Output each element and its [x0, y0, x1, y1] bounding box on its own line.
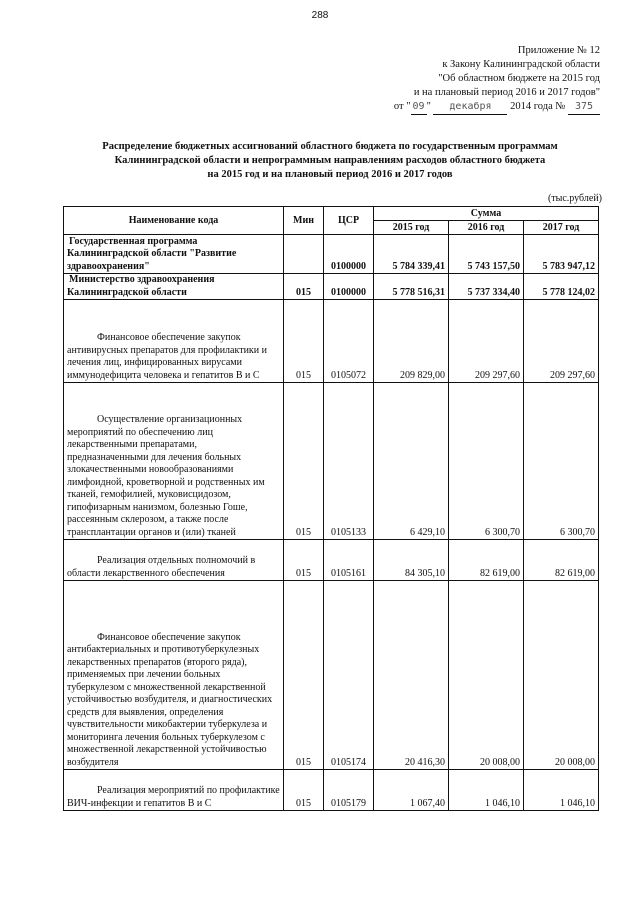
row-2016: 20 008,00	[449, 581, 524, 770]
annex-date-year: 2014 года №	[510, 101, 566, 112]
row-name	[64, 581, 284, 770]
budget-table	[63, 206, 599, 811]
row-2015: 1 067,40	[374, 770, 449, 811]
row-2015: 84 305,10	[374, 540, 449, 581]
header-2017: 2017 год	[524, 221, 599, 235]
row-name: Министерство здравоохранения Калининградской области	[64, 274, 284, 300]
header-min: Мин	[284, 207, 324, 235]
row-name-text: Реализация мероприятий по профилактике ВИЧ-инфекции и гепатитов В и С	[67, 785, 280, 809]
row-csr: 0100000	[324, 235, 374, 274]
row-name	[64, 383, 284, 540]
row-2017: 209 297,60	[524, 300, 599, 383]
row-2016: 82 619,00	[449, 540, 524, 581]
row-2015: 209 829,00	[374, 300, 449, 383]
row-csr: 0105133	[324, 383, 374, 540]
row-min: 015	[284, 770, 324, 811]
row-min: 015	[284, 540, 324, 581]
row-name-text: Реализация отдельных полномочий в области лекарственного обеспечения	[67, 555, 256, 579]
row-name-text: Финансовое обеспечение закупок антибактериальных и противотуберкулезных лекарственных препаратов (второго ряда), применяемых при лечении больных туберкулезом с множественной лекарственной устойчивостью возбудителя, и диагностических средств для выявления, определения чувствительности микобактерии туберкулеза и мониторинга лечения больных туберкулезом с множественной лекарственной устойчивостью возбудителя	[67, 631, 273, 768]
row-2016: 5 743 157,50	[449, 235, 524, 274]
header-sum: Сумма	[374, 207, 599, 221]
annex-date-day: 09	[411, 100, 427, 115]
row-2015: 20 416,30	[374, 581, 449, 770]
row-name	[64, 300, 284, 383]
header-2015: 2015 год	[374, 221, 449, 235]
row-name: Государственная программа Калининградской области "Развитие здравоохранения"	[64, 235, 284, 274]
row-2015: 6 429,10	[374, 383, 449, 540]
annex-date-prefix: от "	[393, 101, 411, 112]
title-line-1: Распределение бюджетных ассигнований областного бюджета по государственным программам	[102, 141, 558, 152]
row-2017: 5 778 124,02	[524, 274, 599, 300]
row-min: 015	[284, 274, 324, 300]
unit-note: (тыс.рублей)	[547, 193, 602, 204]
annex-line-4: и на плановый период 2016 и 2017 годов"	[413, 87, 600, 98]
row-2015: 5 784 339,41	[374, 235, 449, 274]
row-2016: 6 300,70	[449, 383, 524, 540]
table-row	[64, 581, 599, 770]
row-min	[284, 235, 324, 274]
row-name-text: Осуществление организационных мероприятий по обеспечению лиц лекарственными препаратами, предназначенными для лечения больных злокачественными новообразованиями лимфоидной, кроветворной и родственных им тканей, гемофилией, муковисцидозом, гипофизарным нанизмом, болезнью Гоше, рассеянным склерозом, а также после трансплантации органов и (или) тканей	[67, 414, 265, 538]
annex-header	[240, 44, 600, 115]
page-number: 288	[311, 10, 329, 21]
title-line-2: Калининградской области и непрограммным направлениям расходов областного бюджета	[114, 155, 546, 166]
row-min: 015	[284, 581, 324, 770]
header-name: Наименование кода	[64, 207, 284, 235]
row-2017: 1 046,10	[524, 770, 599, 811]
annex-line-3: "Об областном бюджете на 2015 год	[438, 73, 600, 84]
row-csr: 0105174	[324, 581, 374, 770]
row-2017: 20 008,00	[524, 581, 599, 770]
row-2016: 209 297,60	[449, 300, 524, 383]
title-line-3: на 2015 год и на плановый период 2016 и 2017 годов	[207, 169, 453, 180]
row-2015: 5 778 516,31	[374, 274, 449, 300]
row-2017: 82 619,00	[524, 540, 599, 581]
row-name-text: Финансовое обеспечение закупок антивирусных препаратов для профилактики и лечения лиц, инфицированных вирусами иммунодефицита человека и гепатитов В и С	[67, 332, 267, 381]
row-csr: 0105161	[324, 540, 374, 581]
annex-law-number: 375	[568, 100, 600, 115]
annex-date-mid: "	[426, 101, 431, 112]
table-row	[64, 770, 599, 811]
table-row	[64, 274, 599, 300]
row-2016: 1 046,10	[449, 770, 524, 811]
table-row	[64, 540, 599, 581]
row-csr: 0100000	[324, 274, 374, 300]
row-min: 015	[284, 383, 324, 540]
row-2016: 5 737 334,40	[449, 274, 524, 300]
row-min: 015	[284, 300, 324, 383]
header-2016: 2016 год	[449, 221, 524, 235]
row-csr: 0105072	[324, 300, 374, 383]
table-row	[64, 383, 599, 540]
header-csr: ЦСР	[324, 207, 374, 235]
annex-date-month: декабря	[433, 100, 507, 115]
annex-line-2: к Закону Калининградской области	[442, 59, 600, 70]
table-row	[64, 300, 599, 383]
annex-line-1: Приложение № 12	[517, 45, 600, 56]
document-title	[50, 140, 610, 182]
row-2017: 6 300,70	[524, 383, 599, 540]
row-name	[64, 770, 284, 811]
row-name	[64, 540, 284, 581]
row-csr: 0105179	[324, 770, 374, 811]
annex-date-line	[240, 100, 600, 115]
row-2017: 5 783 947,12	[524, 235, 599, 274]
table-row	[64, 235, 599, 274]
